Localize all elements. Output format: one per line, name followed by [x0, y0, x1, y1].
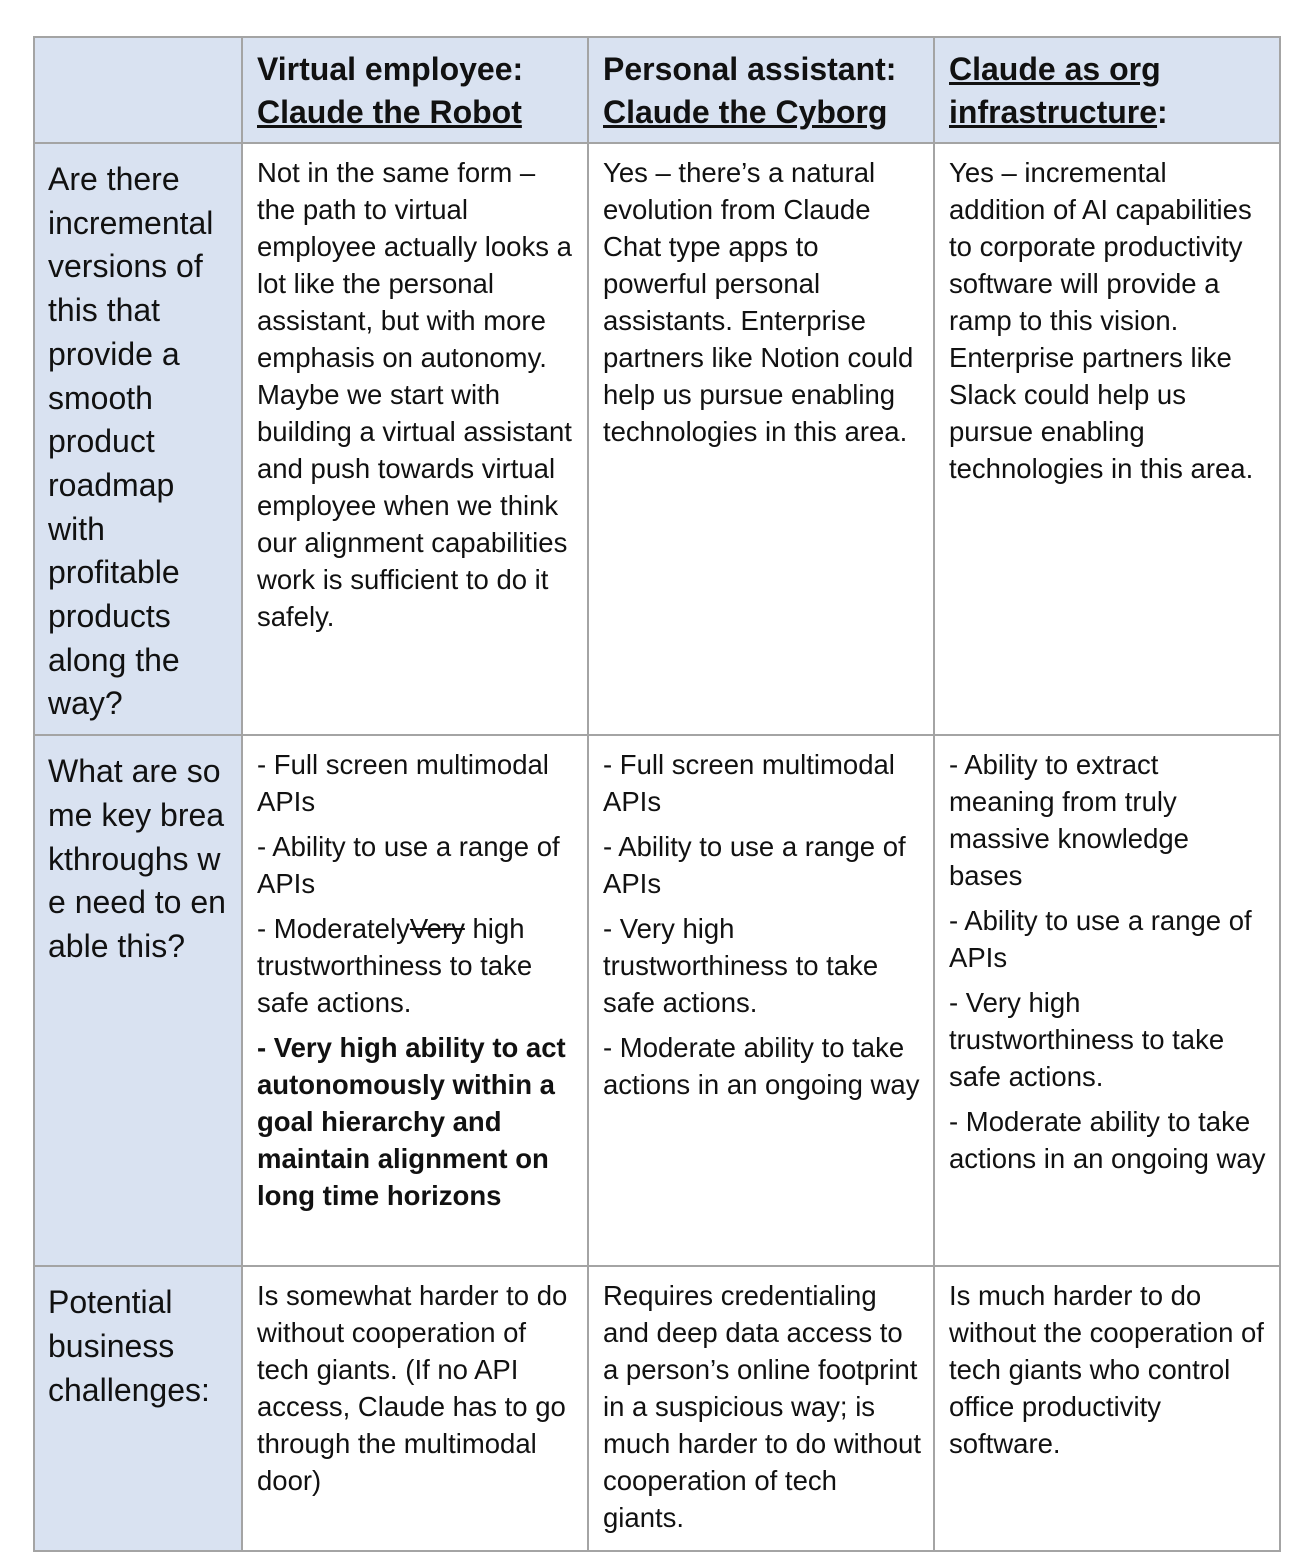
header-infra-line2: infrastructure: [949, 94, 1158, 130]
list-item: - Ability to extract meaning from truly massive knowledge bases: [949, 749, 1189, 892]
cell-text: Is somewhat harder to do without cooperation of tech giants. (If no API access, Claude has to go through the multimodal door): [257, 1280, 568, 1497]
row-label-cell: [34, 143, 242, 735]
row-incremental-versions: [34, 143, 1280, 735]
list-item: - Ability to use a range of APIs: [603, 831, 906, 900]
row-key-breakthroughs: [34, 735, 1280, 1266]
list-item: - Full screen multimodal APIs: [257, 749, 549, 818]
cell-text: Is much harder to do without the cooperation of tech giants who control office productivity software.: [949, 1280, 1264, 1460]
row-label-cell: [34, 735, 242, 1266]
cell-text: Yes – incremental addition of AI capabilities to corporate productivity software will provide a ramp to this vision. Enterprise partners like Slack could help us pursue enabling technologies in this area.: [949, 157, 1254, 484]
list-item-bold: - Very high ability to act autonomously within a goal hierarchy and maintain alignment on long time horizons: [257, 1032, 566, 1212]
header-corner-cell: [34, 37, 242, 143]
cell-cyborg-breakthroughs: [588, 735, 934, 1266]
row-label-breakthroughs: What are some key breakthroughs we need to enable this?: [48, 753, 226, 964]
header-cell-infrastructure: [934, 37, 1280, 143]
cell-cyborg-incremental: [588, 143, 934, 735]
cell-text: Yes – there’s a natural evolution from Claude Chat type apps to powerful personal assistants. Enterprise partners like Notion could help us pursue enabling technologies in this area.: [603, 157, 914, 447]
header-row: [34, 37, 1280, 143]
cell-robot-breakthroughs: [242, 735, 588, 1266]
list-item: - Very high trustworthiness to take safe actions.: [603, 913, 879, 1019]
header-infra-line1: Claude as org: [949, 51, 1161, 87]
row-business-challenges: [34, 1266, 1280, 1551]
list-item: - Very high trustworthiness to take safe actions.: [949, 987, 1225, 1093]
list-item: - Moderate ability to take actions in an ongoing way: [603, 1032, 920, 1101]
struck-word: Very: [409, 913, 465, 945]
header-infra-suffix: :: [1157, 94, 1168, 130]
cell-infra-breakthroughs: [934, 735, 1280, 1266]
row-label-incremental: Are there incremental versions of this that provide a smooth product roadmap with profitable products along the way?: [48, 161, 214, 722]
list-item: - Ability to use a range of APIs: [257, 831, 560, 900]
cell-infra-incremental: [934, 143, 1280, 735]
trust-suffix: high trustworthiness to take safe actions.: [257, 913, 533, 1019]
cell-cyborg-challenges: [588, 1266, 934, 1551]
cell-robot-challenges: [242, 1266, 588, 1551]
header-cyborg-line2: Claude the Cyborg: [603, 94, 888, 130]
trust-prefix: - Moderately: [257, 913, 410, 945]
list-item: - Full screen multimodal APIs: [603, 749, 895, 818]
row-label-challenges: Potential business challenges:: [48, 1284, 210, 1408]
row-label-cell: [34, 1266, 242, 1551]
header-robot-line2: Claude the Robot: [257, 94, 522, 130]
cell-text: Not in the same form – the path to virtual employee actually looks a lot like the personal assistant, but with more emphasis on autonomy. Maybe we start with building a virtual assistant and push towards virtual employee when we think our alignment capabilities work is sufficient to do it safely.: [257, 157, 572, 632]
header-robot-line1: Virtual employee:: [257, 51, 524, 87]
header-cyborg-line1: Personal assistant:: [603, 51, 897, 87]
cell-text: Requires credentialing and deep data access to a person’s online footprint in a suspicious way; is much harder to do without cooperation of tech giants.: [603, 1280, 921, 1534]
header-cell-robot: [242, 37, 588, 143]
list-item: - Moderate ability to take actions in an ongoing way: [949, 1106, 1266, 1175]
cell-robot-incremental: [242, 143, 588, 735]
header-cell-cyborg: [588, 37, 934, 143]
comparison-table: [33, 36, 1281, 1552]
cell-infra-challenges: [934, 1266, 1280, 1551]
list-item: [257, 910, 577, 1021]
list-item: - Ability to use a range of APIs: [949, 905, 1252, 974]
